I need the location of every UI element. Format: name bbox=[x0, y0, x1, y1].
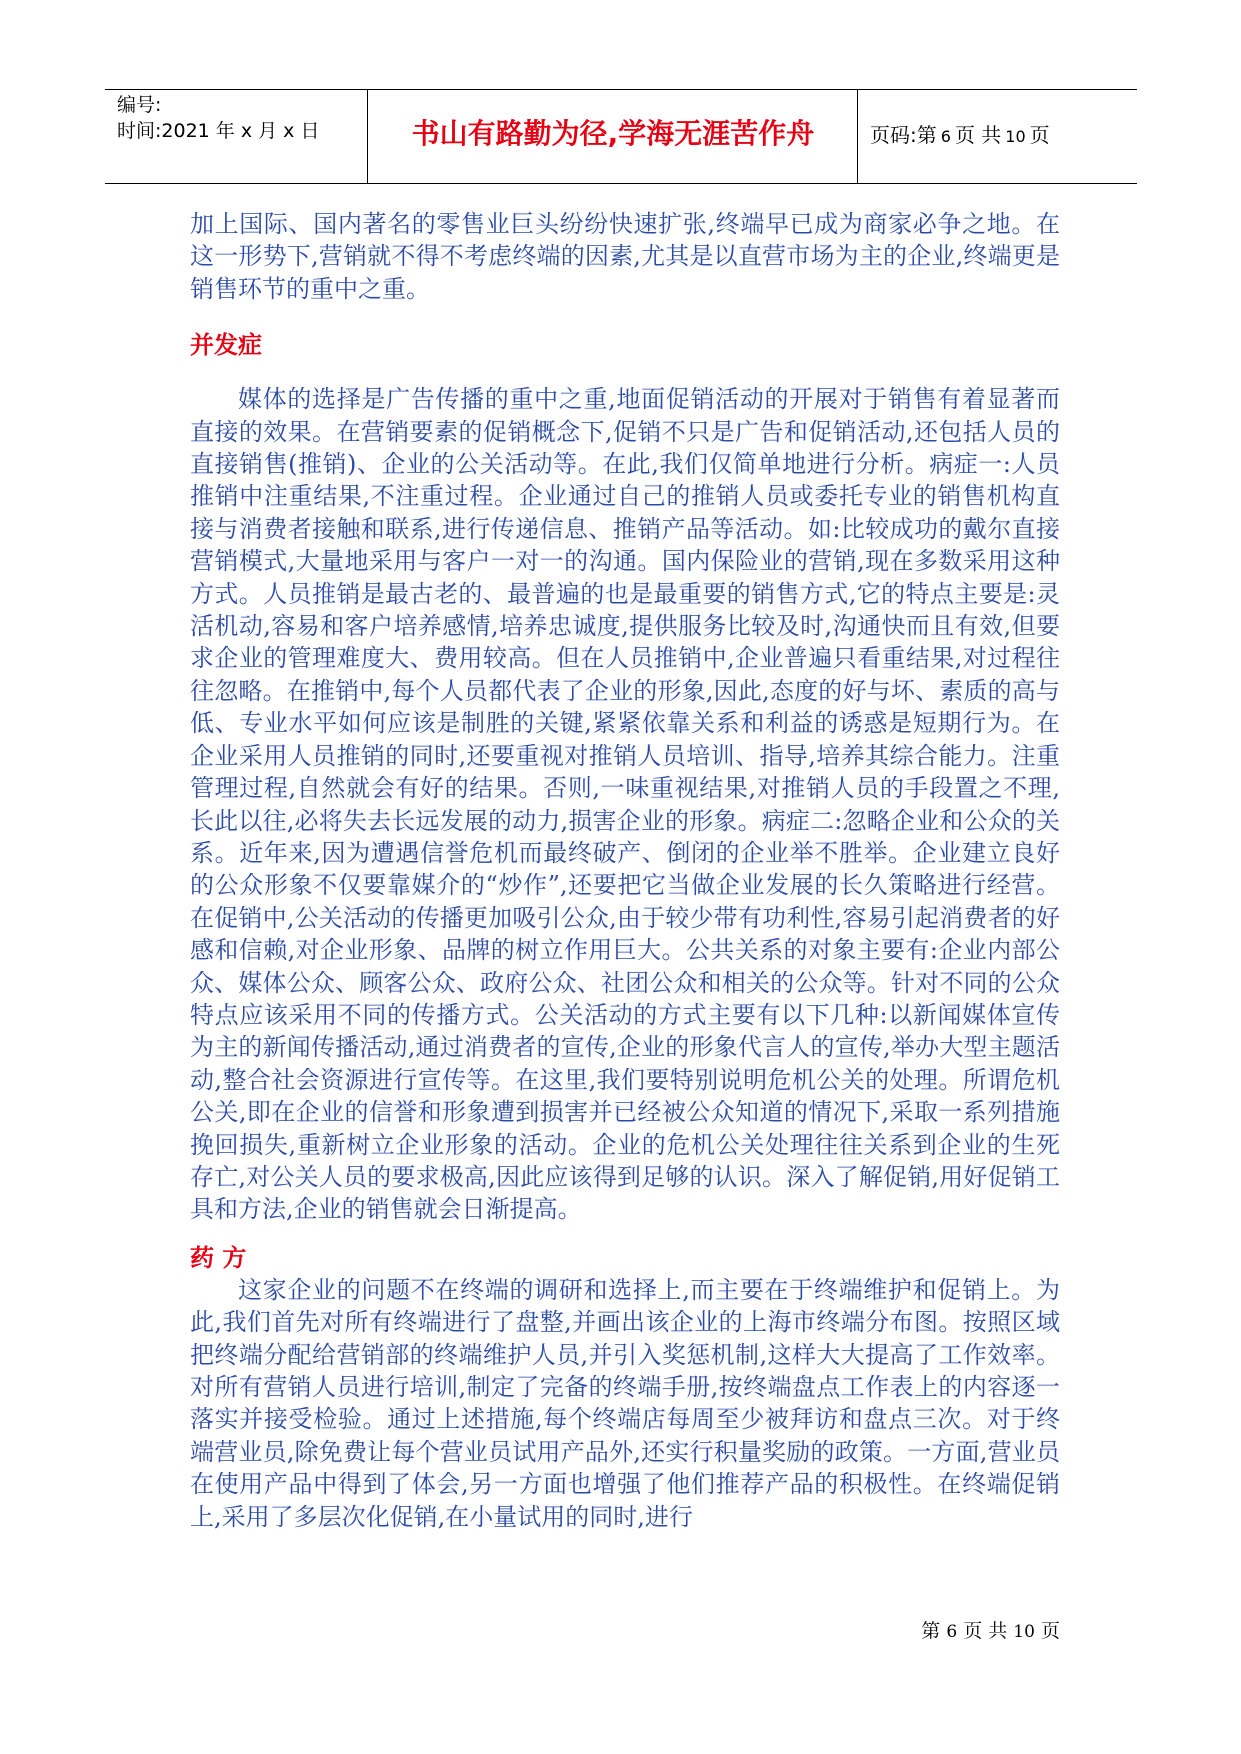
footer-suffix: 页 bbox=[1040, 1620, 1060, 1642]
header-divider bbox=[857, 90, 858, 183]
remedy-paragraph: 这家企业的问题不在终端的调研和选择上,而主要在于终端维护和促销上。为此,我们首先对所有终端进行了盘整,并画出该企业的上海市终端分布图。按照区域把终端分配给营销部的终端维护人员,并引入奖惩机制,这样大大提高了工作效率。对所有营销人员进行培训,制定了完备的终端手册,按终端盘点工作表上的内容逐一落实并接受检验。通过上述措施,每个终端店每周至少被拜访和盘点三次。对于终端营业员,除免费让每个营业员试用产品外,还实行积量奖励的政策。一方面,营业员在使用产品中得到了体会,另一方面也增强了他们推荐产品的积极性。在终端促销上,采用了多层次化促销,在小量试用的同时,进行 bbox=[190, 1275, 1060, 1531]
page-total: 10 bbox=[1005, 127, 1026, 146]
header-motto: 书山有路勤为径,学海无涯苦作舟 bbox=[411, 117, 815, 150]
section-heading-remedy: 药 方 bbox=[190, 1242, 247, 1272]
document-header bbox=[105, 89, 1137, 184]
header-page-number bbox=[870, 120, 1135, 152]
page-current: 6 bbox=[940, 127, 951, 146]
footer-current: 6 bbox=[946, 1622, 958, 1642]
serial-label: 编号: bbox=[117, 94, 162, 116]
header-divider bbox=[367, 90, 368, 183]
page-prefix: 页码:第 bbox=[870, 123, 937, 147]
document-body bbox=[190, 208, 1060, 1533]
section-heading-complications: 并发症 bbox=[190, 330, 262, 360]
page-suffix: 页 bbox=[1029, 123, 1050, 147]
footer-middle: 页 共 bbox=[963, 1620, 1008, 1642]
intro-paragraph: 加上国际、国内著名的零售业巨头纷纷快速扩张,终端早已成为商家必争之地。在这一形势下,营销就不得不考虑终端的因素,尤其是以直营市场为主的企业,终端更是销售环节的重中之重。 bbox=[190, 210, 1060, 303]
page-middle: 页 共 bbox=[954, 123, 1002, 147]
footer-prefix: 第 bbox=[921, 1620, 941, 1642]
header-meta bbox=[117, 92, 365, 144]
time-label: 时间:2021 年 x 月 x 日 bbox=[117, 120, 320, 142]
page-footer bbox=[880, 1618, 1060, 1645]
footer-total: 10 bbox=[1013, 1622, 1035, 1642]
complications-paragraph: 媒体的选择是广告传播的重中之重,地面促销活动的开展对于销售有着显著而直接的效果。在营销要素的促销概念下,促销不只是广告和促销活动,还包括人员的直接销售(推销)、企业的公关活动等。在此,我们仅简单地进行分析。病症一:人员推销中注重结果,不注重过程。企业通过自己的推销人员或委托专业的销售机构直接与消费者接触和联系,进行传递信息、推销产品等活动。如:比较成功的戴尔直接营销模式,大量地采用与客户一对一的沟通。国内保险业的营销,现在多数采用这种方式。人员推销是最古老的、最普遍的也是最重要的销售方式,它的特点主要是:灵活机动,容易和客户培养感情,培养忠诚度,提供服务比较及时,沟通快而且有效,但要求企业的管理难度大、费用较高。但在人员推销中,企业普遍只看重结果,对过程往往忽略。在推销中,每个人员都代表了企业的形象,因此,态度的好与坏、素质的高与低、专业水平如何应该是制胜的关键,紧紧依靠关系和利益的诱惑是短期行为。在企业采用人员推销的同时,还要重视对推销人员培训、指导,培养其综合能力。注重管理过程,自然就会有好的结果。否则,一味重视结果,对推销人员的手段置之不理,长此以往,必将失去长远发展的动力,损害企业的形象。病症二:忽略企业和公众的关系。近年来,因为遭遇信誉危机而最终破产、倒闭的企业举不胜举。企业建立良好的公众形象不仅要靠媒介的“炒作”,还要把它当做企业发展的长久策略进行经营。在促销中,公关活动的传播更加吸引公众,由于较少带有功利性,容易引起消费者的好感和信赖,对企业形象、品牌的树立作用巨大。公共关系的对象主要有:企业内部公众、媒体公众、顾客公众、政府公众、社团公众和相关的公众等。针对不同的公众特点应该采用不同的传播方式。公关活动的方式主要有以下几种:以新闻媒体宣传为主的新闻传播活动,通过消费者的宣传,企业的形象代言人的宣传,举办大型主题活动,整合社会资源进行宣传等。在这里,我们要特别说明危机公关的处理。所谓危机公关,即在企业的信誉和形象遭到损害并已经被公众知道的情况下,采取一系列措施挽回损失,重新树立企业形象的活动。企业的危机公关处理往往关系到企业的生死存亡,对公关人员的要求极高,因此应该得到足够的认识。深入了解促销,用好促销工具和方法,企业的销售就会日渐提高。 bbox=[190, 385, 1060, 1224]
